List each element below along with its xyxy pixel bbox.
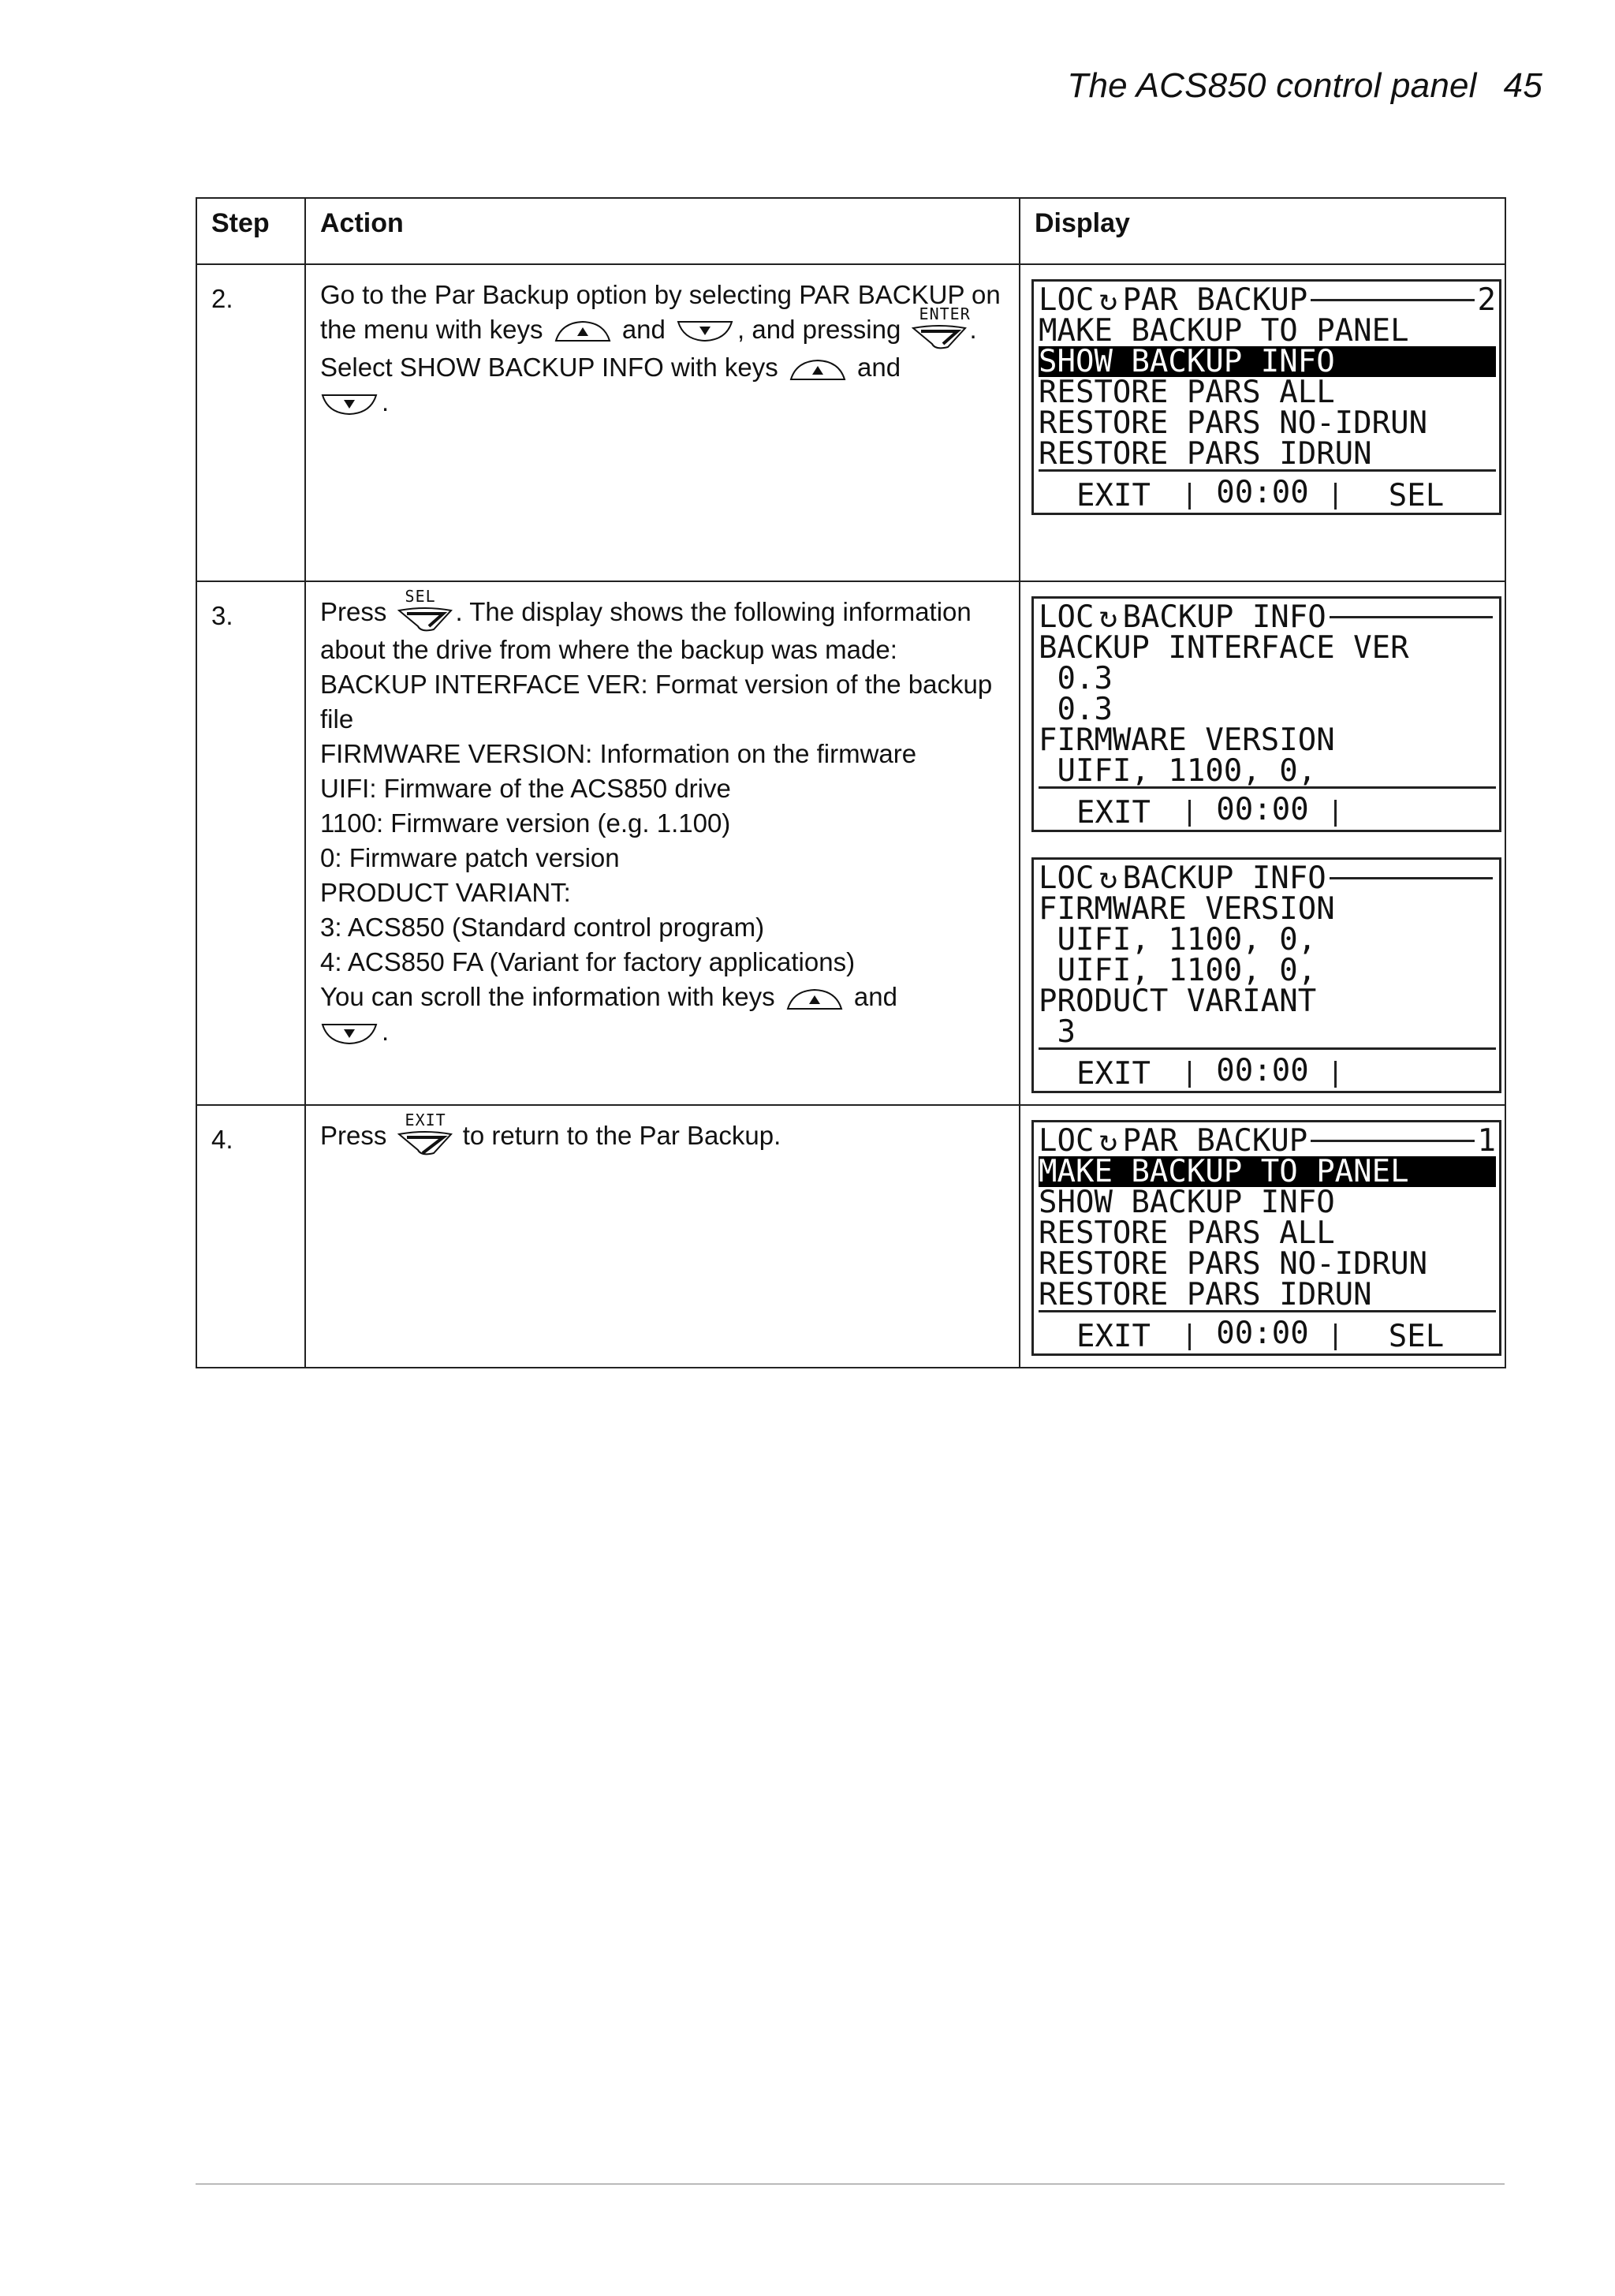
info-item: BACKUP INTERFACE VER: Format version of the backup file bbox=[320, 670, 993, 734]
and-text: and bbox=[853, 982, 897, 1012]
rotation-direction-icon: ↻ bbox=[1098, 863, 1118, 894]
rotation-direction-icon: ↻ bbox=[1098, 602, 1118, 633]
footer-rule bbox=[196, 2183, 1505, 2185]
intro-text: . The display shows the following information about the drive from where the backup was made: bbox=[320, 597, 972, 665]
lcd-index: 1 bbox=[1477, 1126, 1496, 1156]
action-line: to return to the Par Backup. bbox=[462, 1121, 781, 1150]
lcd-clock: 00:00 bbox=[1216, 475, 1309, 510]
lcd-clock: 00:00 bbox=[1216, 792, 1309, 827]
lcd-line: RESTORE PARS ALL bbox=[1039, 377, 1335, 408]
lcd-line: MAKE BACKUP TO PANEL bbox=[1039, 315, 1409, 346]
lcd-line: FIRMWARE VERSION bbox=[1039, 894, 1335, 924]
exit-key-label: EXIT bbox=[405, 1111, 446, 1130]
enter-key-icon bbox=[912, 304, 971, 350]
lcd-softkey-left: EXIT bbox=[1039, 1323, 1191, 1350]
lcd-footer bbox=[1039, 473, 1496, 513]
lcd-header bbox=[1039, 285, 1496, 315]
action-line: Go to the Par Backup option by selecting PAR BACKUP on the menu with keys bbox=[320, 280, 1001, 344]
rotation-direction-icon: ↻ bbox=[1098, 285, 1118, 315]
table-header-row bbox=[196, 198, 1505, 264]
lcd-line: UIFI, 1100, 0, bbox=[1039, 955, 1317, 986]
lcd-footer bbox=[1039, 1314, 1496, 1354]
lcd-display bbox=[1031, 857, 1501, 1093]
lcd-line: FIRMWARE VERSION bbox=[1039, 725, 1335, 756]
lcd-line: RESTORE PARS NO-IDRUN bbox=[1039, 408, 1428, 439]
lcd-line: UIFI, 1100, 0, bbox=[1039, 924, 1317, 955]
info-item: FIRMWARE VERSION: Information on the firmware bbox=[320, 739, 917, 769]
lcd-line: 0.3 bbox=[1039, 663, 1113, 694]
lcd-index: 2 bbox=[1477, 285, 1496, 315]
pressing-text: , and pressing bbox=[737, 315, 901, 344]
info-item: PRODUCT VARIANT: bbox=[320, 878, 571, 908]
lcd-softkey-right: SEL bbox=[1334, 1323, 1496, 1350]
info-item: UIFI: Firmware of the ACS850 drive bbox=[320, 774, 731, 804]
action-text bbox=[320, 587, 1005, 667]
lcd-title: BACKUP INFO bbox=[1122, 602, 1326, 633]
lcd-line: SHOW BACKUP INFO bbox=[1039, 1187, 1335, 1218]
lcd-header bbox=[1039, 863, 1496, 894]
lcd-line: BACKUP INTERFACE VER bbox=[1039, 633, 1409, 663]
lcd-display bbox=[1031, 1120, 1501, 1356]
lcd-header-rule bbox=[1330, 877, 1493, 879]
action-cell bbox=[305, 581, 1020, 1105]
and-text: and bbox=[621, 315, 666, 344]
display-cell bbox=[1020, 264, 1505, 581]
table-row bbox=[196, 264, 1505, 581]
period: . bbox=[382, 1017, 390, 1047]
table-row bbox=[196, 581, 1505, 1105]
enter-key-label: ENTER bbox=[919, 304, 971, 324]
lcd-softkey-right bbox=[1334, 800, 1496, 827]
sel-key-icon bbox=[397, 587, 453, 633]
lcd-line-selected: SHOW BACKUP INFO bbox=[1039, 346, 1496, 377]
procedure-table bbox=[196, 197, 1506, 1368]
running-header bbox=[1067, 66, 1542, 106]
up-arrow-key-icon bbox=[789, 358, 847, 382]
lcd-softkey-right: SEL bbox=[1334, 483, 1496, 510]
down-arrow-key-icon bbox=[676, 319, 734, 343]
info-item: 4: ACS850 FA (Variant for factory applications) bbox=[320, 947, 856, 977]
lcd-loc: LOC bbox=[1039, 285, 1095, 315]
up-arrow-key-icon bbox=[785, 987, 844, 1011]
display-cell bbox=[1020, 1105, 1505, 1368]
lcd-clock: 00:00 bbox=[1216, 1316, 1309, 1351]
rotation-direction-icon: ↻ bbox=[1098, 1126, 1118, 1156]
up-arrow-key-icon bbox=[554, 319, 612, 343]
step-number: 4. bbox=[196, 1105, 305, 1368]
lcd-display bbox=[1031, 596, 1501, 832]
column-header-step: Step bbox=[196, 198, 305, 264]
step-number: 2. bbox=[196, 264, 305, 581]
lcd-header-rule bbox=[1330, 616, 1493, 618]
lcd-softkey-left: EXIT bbox=[1039, 483, 1191, 510]
lcd-line: RESTORE PARS IDRUN bbox=[1039, 439, 1496, 472]
down-arrow-key-icon bbox=[320, 1022, 379, 1046]
lcd-header bbox=[1039, 1126, 1496, 1156]
action-text bbox=[320, 1111, 1005, 1156]
press-text: Press bbox=[320, 597, 387, 626]
lcd-softkey-left: EXIT bbox=[1039, 800, 1191, 827]
action-text bbox=[320, 278, 1005, 350]
lcd-line: RESTORE PARS IDRUN bbox=[1039, 1279, 1496, 1312]
lcd-footer bbox=[1039, 1051, 1496, 1092]
lcd-line: PRODUCT VARIANT bbox=[1039, 986, 1317, 1017]
lcd-softkey-left: EXIT bbox=[1039, 1061, 1191, 1088]
action-text bbox=[320, 350, 1005, 420]
column-header-action: Action bbox=[305, 198, 1020, 264]
lcd-title: PAR BACKUP bbox=[1122, 1126, 1308, 1156]
and-text: and bbox=[857, 353, 901, 383]
action-line: Select SHOW BACKUP INFO with keys bbox=[320, 353, 778, 383]
period: . bbox=[382, 387, 390, 417]
column-header-display: Display bbox=[1020, 198, 1505, 264]
sel-key-label: SEL bbox=[405, 587, 436, 607]
lcd-line: 0.3 bbox=[1039, 694, 1113, 725]
info-item: 0: Firmware patch version bbox=[320, 843, 620, 873]
action-cell bbox=[305, 264, 1020, 581]
info-item: 1100: Firmware version (e.g. 1.100) bbox=[320, 808, 731, 838]
lcd-clock: 00:00 bbox=[1216, 1053, 1309, 1088]
info-item: 3: ACS850 (Standard control program) bbox=[320, 913, 765, 943]
exit-key-icon bbox=[397, 1111, 453, 1156]
lcd-loc: LOC bbox=[1039, 863, 1095, 894]
lcd-footer bbox=[1039, 790, 1496, 831]
lcd-display bbox=[1031, 279, 1501, 515]
lcd-line: RESTORE PARS ALL bbox=[1039, 1218, 1335, 1249]
lcd-title: BACKUP INFO bbox=[1122, 863, 1326, 894]
lcd-header bbox=[1039, 602, 1496, 633]
lcd-header-rule bbox=[1311, 1140, 1474, 1142]
header-title: The ACS850 control panel bbox=[1067, 66, 1477, 105]
lcd-line: 3 bbox=[1039, 1017, 1496, 1050]
lcd-header-rule bbox=[1311, 299, 1474, 301]
lcd-line: UIFI, 1100, 0, bbox=[1039, 756, 1496, 789]
down-arrow-key-icon bbox=[320, 393, 379, 416]
lcd-softkey-right bbox=[1334, 1061, 1496, 1088]
lcd-title: PAR BACKUP bbox=[1122, 285, 1308, 315]
lcd-line: RESTORE PARS NO-IDRUN bbox=[1039, 1249, 1428, 1279]
step-number: 3. bbox=[196, 581, 305, 1105]
display-cell bbox=[1020, 581, 1505, 1105]
lcd-loc: LOC bbox=[1039, 1126, 1095, 1156]
lcd-line-selected: MAKE BACKUP TO PANEL bbox=[1039, 1156, 1496, 1187]
scroll-text: You can scroll the information with keys bbox=[320, 982, 775, 1012]
action-text bbox=[320, 980, 1005, 1049]
lcd-loc: LOC bbox=[1039, 602, 1095, 633]
period: . bbox=[969, 315, 977, 344]
table-row bbox=[196, 1105, 1505, 1368]
page-number: 45 bbox=[1503, 66, 1542, 105]
action-cell bbox=[305, 1105, 1020, 1368]
press-text: Press bbox=[320, 1121, 387, 1150]
